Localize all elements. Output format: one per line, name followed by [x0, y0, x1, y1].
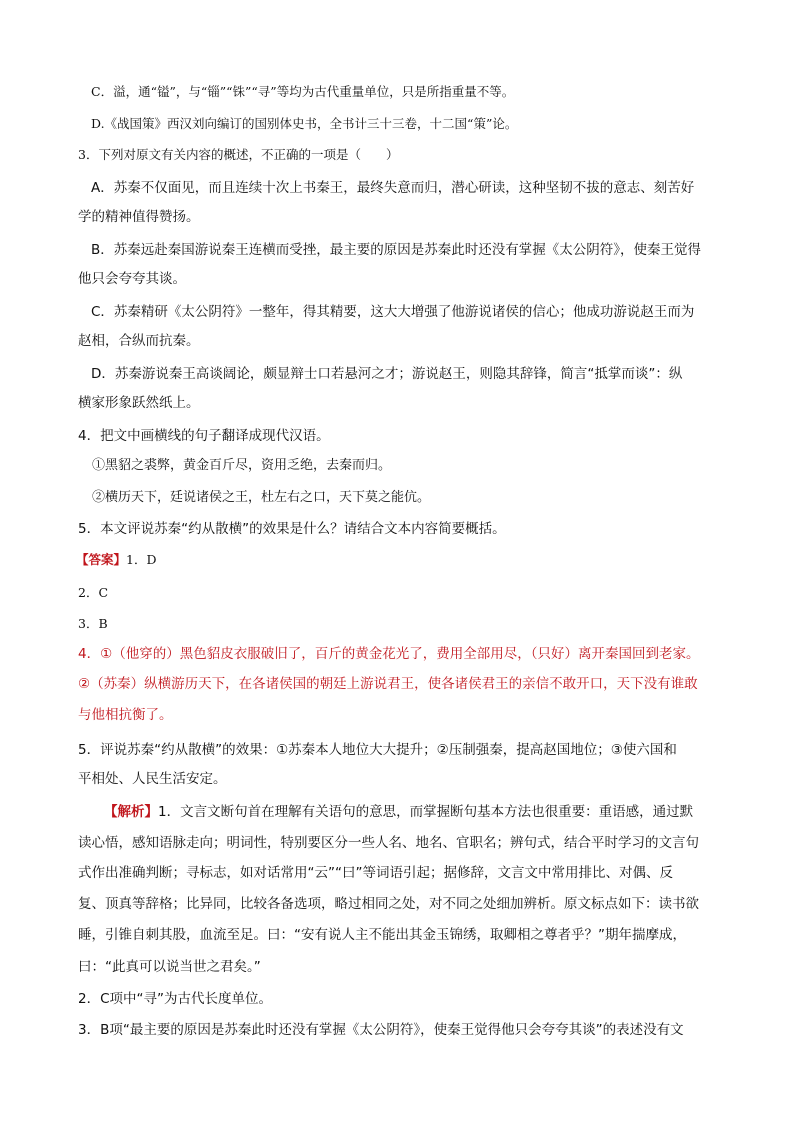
- question-4-stem: 4．把文中画横线的句子翻译成现代汉语。: [78, 428, 330, 444]
- option-3c-line1: C．苏秦精研《太公阴符》一整年，得其精要，这大大增强了他游说诸侯的信心；他成功游说赵王而为: [91, 304, 695, 320]
- analysis-label: 【解析】: [104, 804, 158, 820]
- answer-4-line2: ②（苏秦）纵横游历天下，在各诸侯国的朝廷上游说君王，使各诸侯君王的亲信不敢开口，天下没有谁敢: [78, 676, 698, 692]
- option-3c-line2: 赵相，合纵而抗秦。: [78, 333, 200, 349]
- answer-5-line2: 平相处、人民生活安定。: [78, 771, 227, 787]
- analysis-line-3: 式作出准确判断；寻标志，如对话常用“云”“曰”等词语引起；据修辞，文言文中常用排比、对偶、反: [78, 865, 673, 881]
- answer-5-line1: 5．评说苏秦“约从散横”的效果：①苏秦本人地位大大提升；②压制强秦，提高赵国地位；③使六国和: [78, 742, 677, 758]
- answer-line-1: [76, 551, 157, 569]
- analysis-answer-2: 2．C项中“寻”为古代长度单位。: [78, 991, 273, 1007]
- question-3-stem: 3．下列对原文有关内容的概述，不正确的一项是（ ）: [78, 147, 399, 162]
- question-4-sentence-2: ②横历天下，廷说诸侯之王，杜左右之口，天下莫之能伉。: [92, 490, 431, 505]
- option-3d-line1: D．苏秦游说秦王高谈阔论，颇显辩士口若悬河之才；游说赵王，则隐其辞锋，简言“抵掌而谈”：纵: [91, 366, 683, 382]
- analysis-line-2: 读心悟，感知语脉走向；明词性，特别要区分一些人名、地名、官职名；辨句式，结合平时学习的文言句: [78, 835, 699, 851]
- option-3a-line2: 学的精神值得赞扬。: [78, 209, 200, 225]
- analysis-line-1: [104, 803, 693, 821]
- analysis-line-6: 曰：“此真可以说当世之君矣。”: [78, 959, 261, 975]
- answer-label: 【答案】: [76, 552, 127, 567]
- answer-4-line3: 与他相抗衡了。: [78, 707, 173, 723]
- option-3b-line2: 他只会夸夸其谈。: [78, 271, 186, 287]
- option-2d: D.《战国策》西汉刘向编订的国别体史书，全书计三十三卷，十二国“策”论。: [91, 116, 518, 131]
- question-4-sentence-1: ①黑貂之裘弊，黄金百斤尽，资用乏绝，去秦而归。: [92, 458, 392, 473]
- analysis-line-5: 睡，引锥自刺其股，血流至足。曰：“安有说人主不能出其金玉锦绣，取卿相之尊者乎？”期年揣摩成，: [78, 927, 686, 943]
- option-3b-line1: B．苏秦远赴秦国游说秦王连横而受挫，最主要的原因是苏秦此时还没有掌握《太公阴符》，使秦王觉得: [91, 242, 702, 258]
- option-3d-line2: 横家形象跃然纸上。: [78, 395, 200, 411]
- analysis-line-4: 复、顶真等辞格；比异同，比较各备选项，略过相同之处，对不同之处细加辨析。原文标点如下：读书欲: [78, 896, 699, 912]
- answer-1: 1．D: [126, 552, 157, 567]
- analysis-answer-3: 3．B项“最主要的原因是苏秦此时还没有掌握《太公阴符》，使秦王觉得他只会夸夸其谈”的表述没有文: [78, 1022, 684, 1038]
- answer-2: 2．C: [78, 585, 109, 600]
- question-5-stem: 5．本文评说苏秦“约从散横”的效果是什么？请结合文本内容简要概括。: [78, 521, 506, 537]
- answer-4-line1: 4．①（他穿的）黑色貂皮衣服破旧了，百斤的黄金花光了，费用全部用尽，（只好）离开秦国回到老家。: [78, 646, 700, 662]
- option-3a-line1: A．苏秦不仅面见，而且连续十次上书秦王，最终失意而归，潜心研读，这种坚韧不拔的意志、刻苦好: [91, 180, 695, 196]
- answer-3: 3．B: [78, 616, 108, 631]
- analysis-first: 1．文言文断句首在理解有关语句的意思，而掌握断句基本方法也很重要：重语感，通过默: [158, 804, 694, 820]
- option-2c: C．溢，通“镒”，与“锱”“铢”“寻”等均为古代重量单位，只是所指重量不等。: [91, 84, 515, 99]
